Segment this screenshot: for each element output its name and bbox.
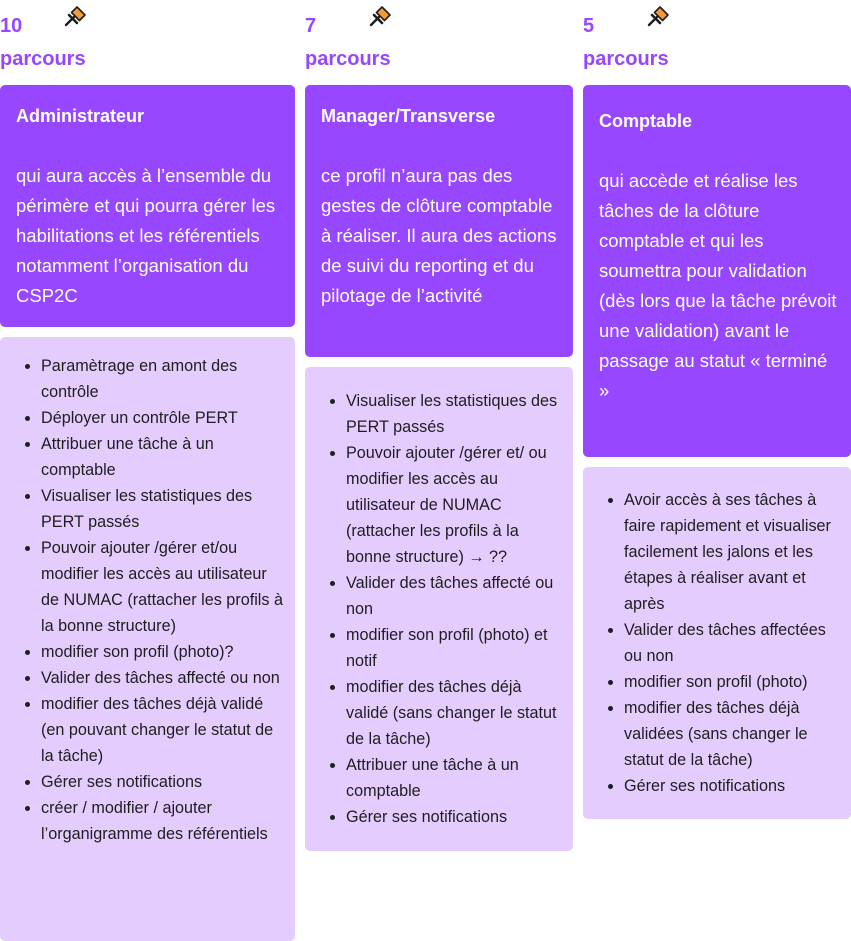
pushpin-icon <box>365 4 393 32</box>
parcours-count: 7 <box>305 15 317 37</box>
permission-item: • Valider des tâches affectées ou non <box>624 617 839 669</box>
role-title: Comptable <box>599 111 693 131</box>
permission-item: • Attribuer une tâche à un comptable <box>346 752 561 804</box>
permissions-card <box>583 467 851 819</box>
role-card <box>0 85 295 327</box>
permission-item: • modifier des tâches déjà validé (sans changer le statut de la tâche) <box>346 674 561 752</box>
permissions-list <box>0 353 295 847</box>
permission-item: • Paramètrage en amont des contrôle <box>41 353 283 405</box>
role-description: qui accède et réalise les tâches de la clôture comptable et qui les soumettra pour validation (dès lors que la tâche prévoit une validation) avant le passage au statut « terminé » <box>599 170 837 401</box>
permission-item: • modifier des tâches déjà validé (en pouvant changer le statut de la tâche) <box>41 691 283 769</box>
parcours-count: 5 <box>583 15 595 37</box>
role-description: qui aura accès à l’ensemble du périmère et qui pourra gérer les habilitations et les référentiels notamment l’organisation du CSP2C <box>16 165 276 306</box>
role-title: Manager/Transverse <box>321 106 496 126</box>
column-comptable <box>583 0 851 941</box>
permission-item: • modifier son profil (photo)? <box>41 639 283 665</box>
column-manager-transverse <box>305 0 573 941</box>
permissions-list <box>583 487 851 799</box>
parcours-label: parcours <box>583 48 669 70</box>
role-title: Administrateur <box>16 106 145 126</box>
role-card <box>583 85 851 457</box>
permissions-card <box>0 337 295 941</box>
permission-item: • Attribuer une tâche à un comptable <box>41 431 283 483</box>
permission-item: • Pouvoir ajouter /gérer et/ou modifier les accès au utilisateur de NUMAC (rattacher les profils à la bonne structure) <box>41 535 283 639</box>
permission-item: • créer / modifier / ajouter l’organigramme des référentiels <box>41 795 283 847</box>
parcours-label: parcours <box>305 48 391 70</box>
role-description: ce profil n’aura pas des gestes de clôture comptable à réaliser. Il aura des actions de suivi du reporting et du pilotage de l’activité <box>321 165 557 306</box>
permission-item: • Valider des tâches affecté ou non <box>41 665 283 691</box>
parcours-label: parcours <box>0 48 86 70</box>
permission-item: • modifier son profil (photo) <box>624 669 839 695</box>
permission-item: • Avoir accès à ses tâches à faire rapidement et visualiser facilement les jalons et les étapes à réaliser avant et après <box>624 487 839 617</box>
permission-item: • Visualiser les statistiques des PERT passés <box>41 483 283 535</box>
permission-item: • Valider des tâches affecté ou non <box>346 570 561 622</box>
permission-item: • Gérer ses notifications <box>41 769 283 795</box>
permission-item: • Gérer ses notifications <box>346 804 561 830</box>
permission-item: • Pouvoir ajouter /gérer et/ ou modifier les accès au utilisateur de NUMAC (rattacher les profils à la bonne structure) → ?? <box>346 440 561 570</box>
parcours-count: 10 <box>0 15 23 37</box>
permission-item: • modifier son profil (photo) et notif <box>346 622 561 674</box>
pushpin-icon <box>643 4 671 32</box>
permission-item: • Déployer un contrôle PERT <box>41 405 283 431</box>
role-card <box>305 85 573 357</box>
permission-item: • Gérer ses notifications <box>624 773 839 799</box>
permission-item: • modifier des tâches déjà validées (sans changer le statut de la tâche) <box>624 695 839 773</box>
column-administrateur <box>0 0 295 941</box>
permission-item: • Visualiser les statistiques des PERT passés <box>346 388 561 440</box>
permissions-card <box>305 367 573 851</box>
permissions-list <box>305 388 573 830</box>
pushpin-icon <box>60 4 88 32</box>
